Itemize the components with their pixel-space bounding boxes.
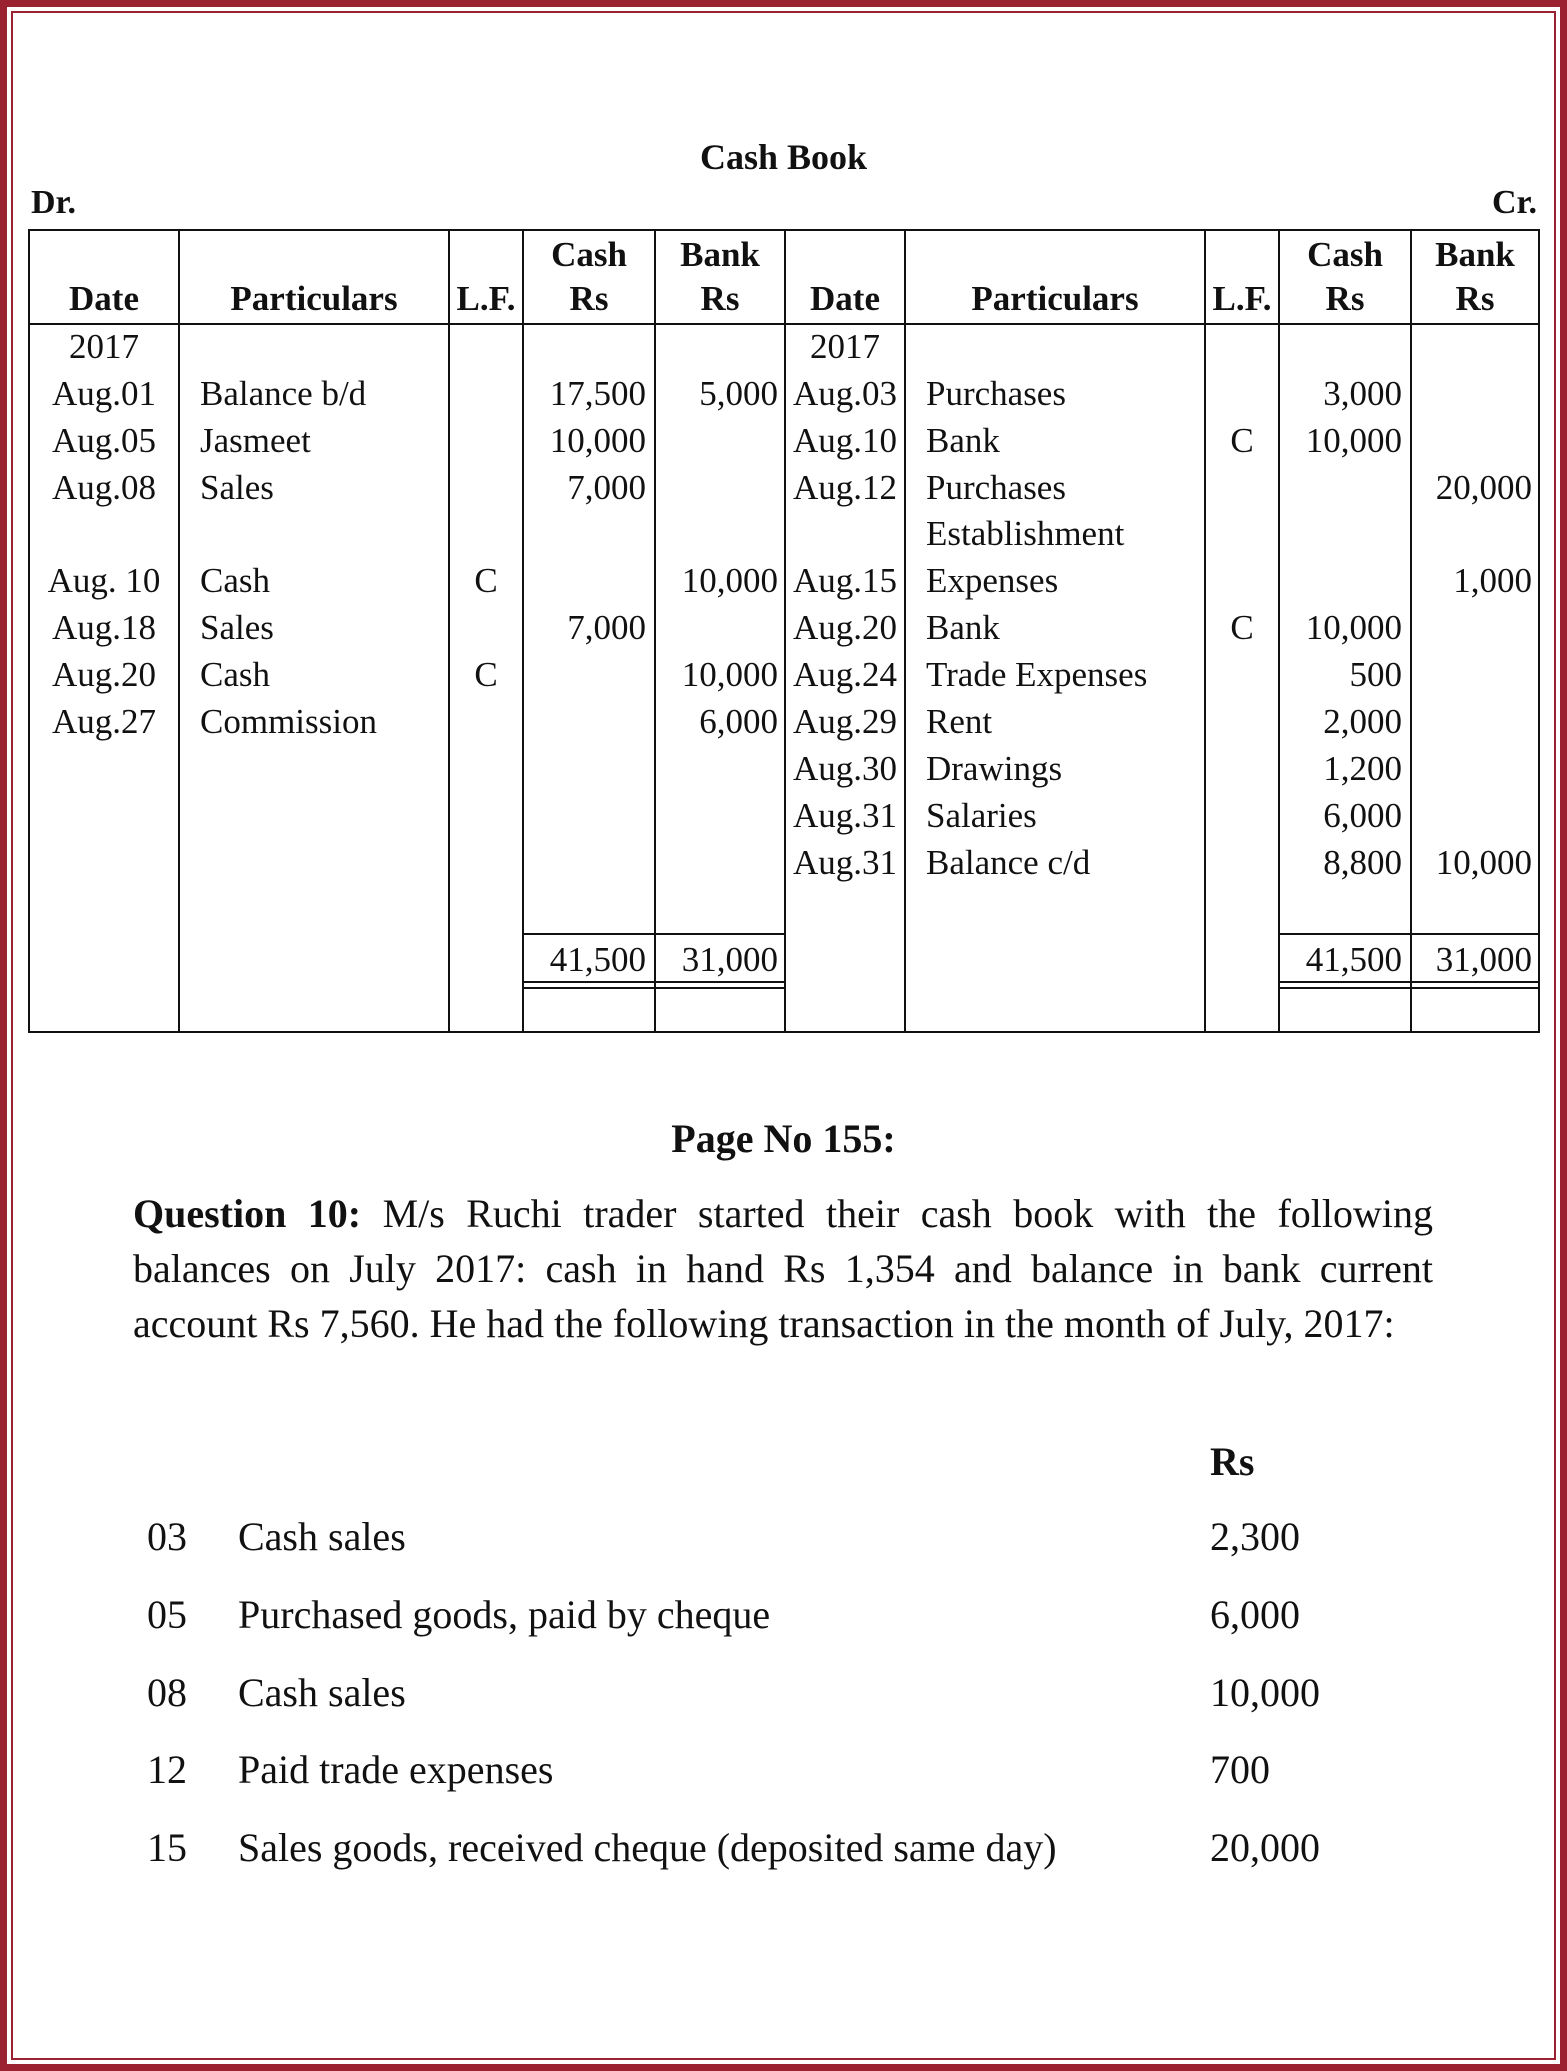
credit-cash: 2,000 [1323, 702, 1402, 741]
credit-date: Aug.31 [792, 843, 898, 882]
debit-cash: 7,000 [567, 468, 646, 507]
credit-cash: 1,200 [1323, 749, 1402, 788]
header-bank-rs-dr: Rs [700, 279, 740, 318]
transaction-description: Cash sales [238, 1514, 406, 1559]
debit-lf: C [474, 561, 498, 600]
debit-date: Aug.05 [51, 421, 157, 460]
cash-book-title: Cash Book [699, 137, 868, 177]
question-text: M/s Ruchi trader started their cash book with the following balances on July 2017: cash in hand Rs 1,354 and balance in bank current account Rs 7,560. He had the following transaction in the month of July, 2017: [133, 1191, 1434, 1346]
credit-label: Cr. [1491, 184, 1537, 221]
transaction-description: Sales goods, received cheque (deposited same day) [238, 1825, 1057, 1870]
credit-particulars: Balance c/d [926, 843, 1091, 882]
credit-cash: 3,000 [1323, 374, 1402, 413]
header-date-cr: Date [810, 279, 880, 318]
debit-bank: 10,000 [681, 561, 778, 600]
debit-date: Aug.20 [51, 655, 157, 694]
transaction-day: 15 [147, 1825, 187, 1870]
credit-particulars: Bank [926, 608, 1000, 647]
credit-particulars: Salaries [926, 796, 1037, 835]
credit-lf: C [1230, 421, 1254, 460]
debit-particulars: Balance b/d [200, 374, 367, 413]
debit-particulars: Sales [200, 608, 274, 647]
total-rule-credit [1278, 933, 1538, 935]
transaction-day: 03 [147, 1514, 187, 1559]
header-particulars-dr: Particulars [230, 279, 398, 318]
credit-cash: 8,800 [1323, 843, 1402, 882]
debit-date: Aug.08 [51, 468, 157, 507]
header-cash-cr: Cash [1307, 235, 1383, 274]
credit-date: Aug.29 [792, 702, 898, 741]
credit-date: Aug.03 [792, 374, 898, 413]
credit-bank: 1,000 [1453, 561, 1532, 600]
transaction-amount: 10,000 [1210, 1670, 1320, 1715]
header-rule [30, 323, 1538, 325]
transaction-amount: 6,000 [1210, 1592, 1300, 1637]
debit-lf: C [474, 655, 498, 694]
header-cash-dr: Cash [551, 235, 627, 274]
grid-line [904, 231, 906, 1031]
debit-particulars: Cash [200, 561, 270, 600]
question-paragraph [133, 1186, 1433, 1351]
credit-cash: 6,000 [1323, 796, 1402, 835]
debit-label: Dr. [31, 184, 77, 221]
grid-line [1410, 231, 1412, 1031]
credit-particulars-line1: Establishment [926, 514, 1125, 553]
credit-particulars: Trade Expenses [926, 655, 1148, 694]
transaction-amount: 20,000 [1210, 1825, 1320, 1870]
header-bank-cr: Bank [1435, 235, 1515, 274]
transaction-amount: 700 [1210, 1747, 1270, 1792]
total-rule-debit [522, 987, 786, 989]
header-lf-dr: L.F. [456, 279, 516, 318]
grid-line [448, 231, 450, 1031]
credit-particulars: Drawings [926, 749, 1063, 788]
grid-line [654, 231, 656, 1031]
credit-date: Aug.24 [792, 655, 898, 694]
debit-date: Aug. 10 [47, 561, 161, 600]
credit-date: Aug.31 [792, 796, 898, 835]
debit-particulars: Commission [200, 702, 377, 741]
total-rule-debit [522, 981, 786, 983]
credit-cash: 10,000 [1305, 421, 1402, 460]
transaction-day: 05 [147, 1592, 187, 1637]
header-particulars-cr: Particulars [971, 279, 1139, 318]
total-rule-debit [522, 933, 786, 935]
transaction-day: 12 [147, 1747, 187, 1792]
credit-particulars-line2: Expenses [926, 561, 1059, 600]
header-date-dr: Date [69, 279, 139, 318]
debit-bank: 10,000 [681, 655, 778, 694]
credit-date: Aug.10 [792, 421, 898, 460]
debit-cash: 17,500 [549, 374, 646, 413]
debit-cash: 7,000 [567, 608, 646, 647]
credit-lf: C [1230, 608, 1254, 647]
credit-bank: 20,000 [1435, 468, 1532, 507]
total-rule-credit [1278, 987, 1538, 989]
page-number-heading: Page No 155: [671, 1116, 896, 1161]
header-cash-rs-cr: Rs [1325, 279, 1365, 318]
credit-bank: 10,000 [1435, 843, 1532, 882]
header-cash-rs-dr: Rs [569, 279, 609, 318]
debit-date: Aug.27 [51, 702, 157, 741]
total-rule-credit [1278, 981, 1538, 983]
credit-particulars: Purchases [926, 468, 1066, 507]
credit-particulars: Purchases [926, 374, 1066, 413]
debit-particulars: Cash [200, 655, 270, 694]
credit-date: Aug.12 [792, 468, 898, 507]
debit-bank: 5,000 [699, 374, 778, 413]
question-label: Question 10: [133, 1191, 362, 1236]
credit-total-cash: 41,500 [1305, 940, 1402, 979]
credit-cash: 10,000 [1305, 608, 1402, 647]
cash-book-table [28, 229, 1540, 1033]
debit-cash: 10,000 [549, 421, 646, 460]
debit-particulars: Sales [200, 468, 274, 507]
credit-particulars: Rent [926, 702, 993, 741]
credit-date: Aug.30 [792, 749, 898, 788]
debit-total-bank: 31,000 [681, 940, 778, 979]
grid-line [178, 231, 180, 1031]
debit-date: Aug.18 [51, 608, 157, 647]
debit-bank: 6,000 [699, 702, 778, 741]
transaction-amount: 2,300 [1210, 1514, 1300, 1559]
header-bank-rs-cr: Rs [1455, 279, 1495, 318]
header-lf-cr: L.F. [1212, 279, 1272, 318]
credit-date: Aug.15 [792, 561, 898, 600]
credit-year: 2017 [810, 327, 880, 366]
amount-header: Rs [1210, 1439, 1255, 1484]
credit-particulars: Bank [926, 421, 1000, 460]
debit-particulars: Jasmeet [200, 421, 311, 460]
credit-cash: 500 [1349, 655, 1402, 694]
credit-total-bank: 31,000 [1435, 940, 1532, 979]
debit-date: Aug.01 [51, 374, 157, 413]
credit-date: Aug.20 [792, 608, 898, 647]
debit-year: 2017 [69, 327, 139, 366]
transaction-description: Cash sales [238, 1670, 406, 1715]
debit-total-cash: 41,500 [549, 940, 646, 979]
header-bank-dr: Bank [680, 235, 760, 274]
transaction-day: 08 [147, 1670, 187, 1715]
transaction-description: Paid trade expenses [238, 1747, 554, 1792]
transaction-description: Purchased goods, paid by cheque [238, 1592, 771, 1637]
